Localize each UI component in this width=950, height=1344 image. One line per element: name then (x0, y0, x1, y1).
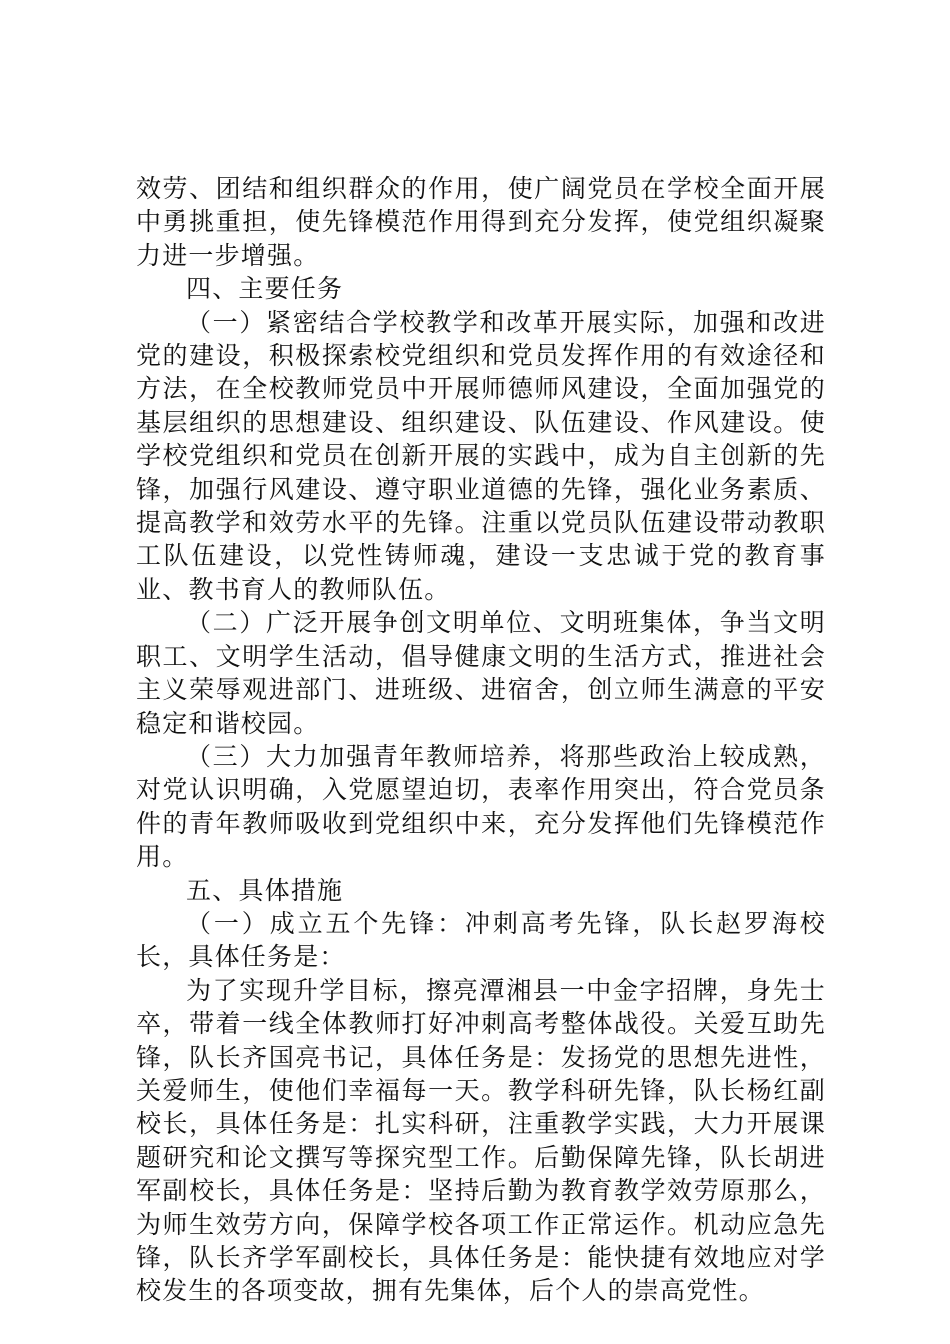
paragraph-continuation: 效劳、团结和组织群众的作用，使广阔党员在学校全面开展中勇挑重担，使先锋模范作用得到充分发挥，使党组织凝聚力进一步增强。 (136, 174, 826, 270)
paragraph-measure-detail: 为了实现升学目标，擦亮潭湘县一中金字招牌，身先士卒，带着一线全体教师打好冲刺高考整体战役。关爱互助先锋，队长齐国亮书记，具体任务是：发扬党的思想先进性，关爱师生，使他们幸福每一天。教学科研先锋，队长杨红副校长，具体任务是：扎实科研，注重教学实践，大力开展课题研究和论文撰写等探究型工作。后勤保障先锋，队长胡进军副校长，具体任务是：坚持后勤为教育教学效劳原那么，为师生效劳方向，保障学校各项工作正常运作。机动应急先锋，队长齐学军副校长，具体任务是：能快捷有效地应对学校发生的各项变故，拥有先集体，后个人的崇高党性。 (136, 975, 826, 1306)
paragraph-task-3: （三）大力加强青年教师培养，将那些政治上较成熟，对党认识明确，入党愿望迫切，表率作用突出，符合党员条件的青年教师吸收到党组织中来，充分发挥他们先锋模范作用。 (136, 741, 826, 872)
paragraph-measure-1: （一）成立五个先锋：冲刺高考先锋，队长赵罗海校长，具体任务是： (136, 908, 826, 972)
paragraph-task-1: （一）紧密结合学校教学和改革开展实际，加强和改进党的建设，积极探索校党组织和党员发挥作用的有效途径和方法，在全校教师党员中开展师德师风建设，全面加强党的基层组织的思想建设、组织建设、队伍建设、作风建设。使学校党组织和党员在创新开展的实践中，成为自主创新的先锋，加强行风建设、遵守职业道德的先锋，强化业务素质、提高教学和效劳水平的先锋。注重以党员队伍建设带动教职工队伍建设，以党性铸师魂，建设一支忠诚于党的教育事业、教书育人的教师队伍。 (136, 307, 826, 604)
section-heading-main-tasks: 四、主要任务 (186, 274, 344, 304)
paragraph-task-2: （二）广泛开展争创文明单位、文明班集体，争当文明职工、文明学生活动，倡导健康文明的生活方式，推进社会主义荣辱观进部门、进班级、进宿舍，创立师生满意的平安稳定和谐校园。 (136, 608, 826, 738)
document-body (136, 172, 826, 1308)
section-heading-measures: 五、具体措施 (186, 875, 344, 905)
